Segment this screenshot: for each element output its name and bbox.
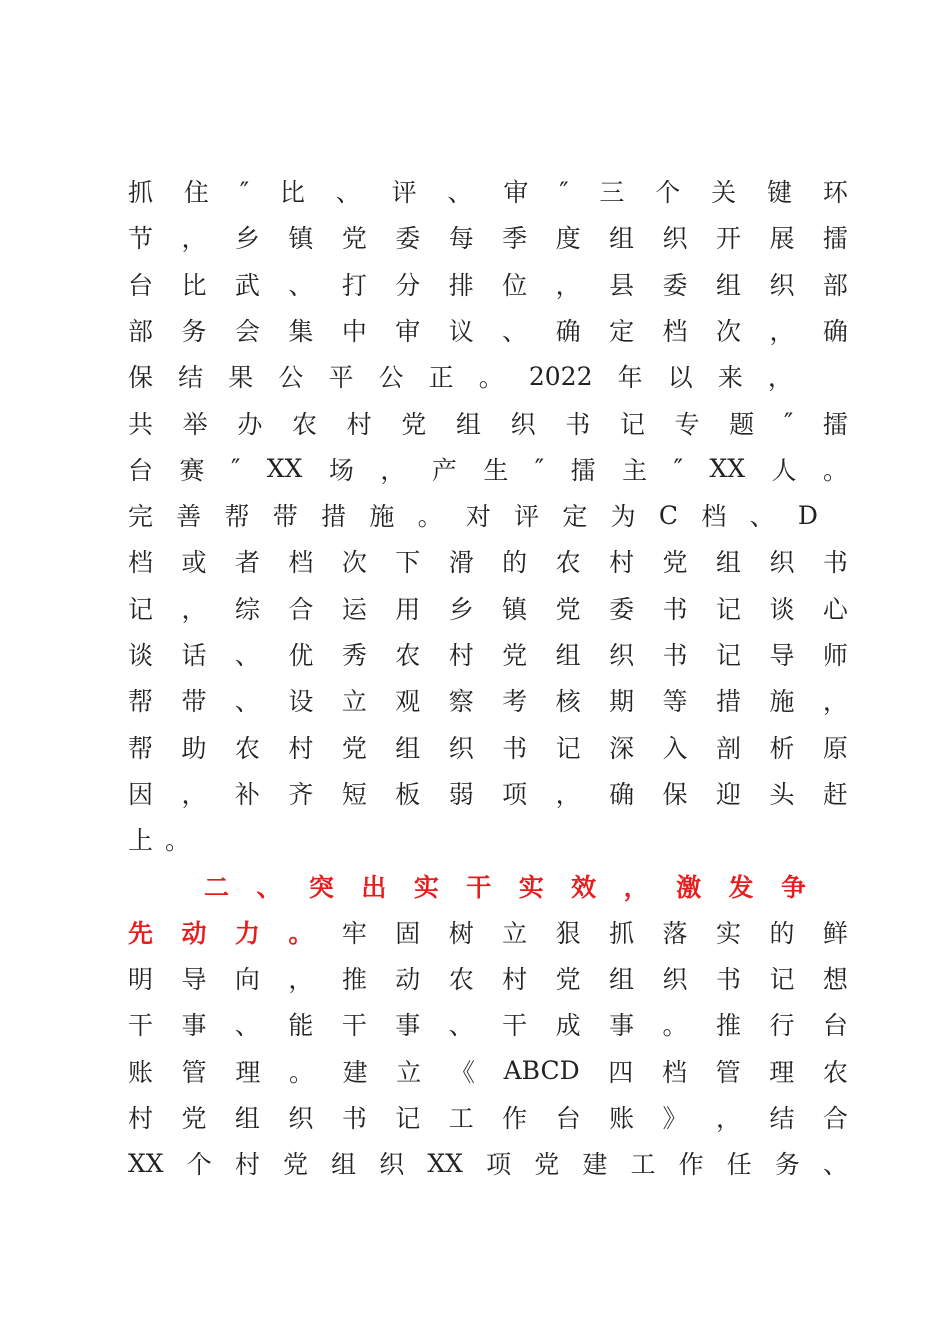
text-line: 上 。 xyxy=(128,826,190,856)
body-char: 立 xyxy=(502,918,528,948)
text-line: 帮 带 、 设 立 观 察 考 核 期 等 措 施 ， xyxy=(128,687,848,717)
body-char: 树 xyxy=(448,918,474,948)
heading-tail-char: 力 xyxy=(234,918,260,948)
body-char: 实 xyxy=(715,918,741,948)
text-line: 二 、 突 出 实 干 实 效 ， 激 发 争 xyxy=(204,872,806,902)
text-line: 账 管 理 。 建 立 《 ABCD 四 档 管 理 农 xyxy=(128,1056,848,1087)
body-char: 的 xyxy=(769,918,795,948)
text-line: 台 比 武 、 打 分 排 位 ， 县 委 组 织 部 xyxy=(128,270,848,300)
text-line: 帮 助 农 村 党 组 织 书 记 深 入 剖 析 原 xyxy=(128,733,848,763)
body-char: 固 xyxy=(395,918,421,948)
text-line: 村 党 组 织 书 记 工 作 台 账 》 ， 结 合 xyxy=(128,1104,848,1133)
body-char: 抓 xyxy=(609,918,635,948)
text-line: 台 赛 ″ XX 场 ， 产 生 ″ 擂 主 ″ XX 人 。 xyxy=(128,454,848,485)
text-line: 记 ， 综 合 运 用 乡 镇 党 委 书 记 谈 心 xyxy=(128,594,848,624)
text-line: 因 ， 补 齐 短 板 弱 项 ， 确 保 迎 头 赶 xyxy=(128,779,848,809)
text-line: 节 ， 乡 镇 党 委 每 季 度 组 织 开 展 擂 xyxy=(128,224,848,254)
heading-tail-char: 先 xyxy=(128,918,154,948)
text-line: 完 善 帮 带 措 施 。 对 评 定 为 C 档 、 D xyxy=(128,500,818,532)
text-line: 部 务 会 集 中 审 议 、 确 定 档 次 ， 确 xyxy=(128,316,848,346)
heading-tail-char: 。 xyxy=(288,918,314,948)
text-line: 谈 话 、 优 秀 农 村 党 组 织 书 记 导 师 xyxy=(128,641,848,670)
heading-tail-char: 动 xyxy=(181,918,207,948)
body-char: 牢 xyxy=(341,918,367,948)
text-line: 明 导 向 ， 推 动 农 村 党 组 织 书 记 想 xyxy=(128,965,848,995)
body-char: 鲜 xyxy=(822,918,848,948)
text-line: XX 个 村 党 组 织 XX 项 党 建 工 作 任 务 、 xyxy=(128,1148,848,1180)
text-line: 共 举 办 农 村 党 组 织 书 记 专 题 ″ 擂 xyxy=(128,408,848,439)
body-char: 落 xyxy=(662,918,688,948)
text-line: 干 事 、 能 干 事 、 干 成 事 。 推 行 台 xyxy=(128,1011,848,1041)
text-line: 抓 住 ″ 比 、 评 、 审 ″ 三 个 关 键 环 xyxy=(128,176,848,207)
text-line xyxy=(128,909,848,955)
body-char: 狠 xyxy=(555,918,581,948)
text-line: 档 或 者 档 次 下 滑 的 农 村 党 组 织 书 xyxy=(128,548,848,578)
text-line: 保 结 果 公 平 公 正 。 2022 年 以 来 ， xyxy=(128,361,793,393)
